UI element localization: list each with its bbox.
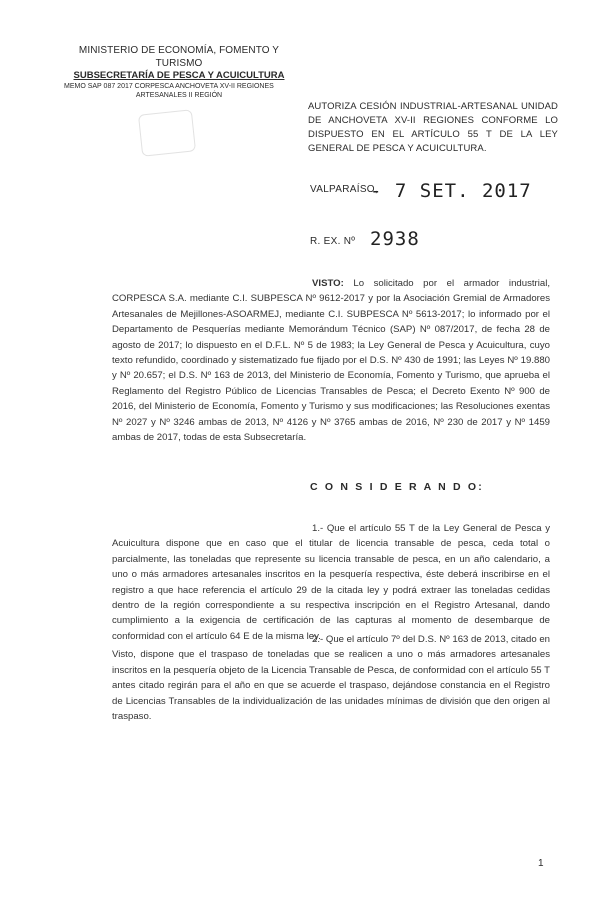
memo-reference: MEMO SAP 087 2017 CORPESCA ANCHOVETA XV-II REGIONES xyxy=(64,83,274,90)
letterhead xyxy=(64,44,294,100)
visto-text: Lo solicitado por el armador industrial, CORPESCA S.A. mediante C.I. SUBPESCA Nº 9612-2017 y por la Asociación Gremial de Armadores Artesanales de Mejillones-ASOARMEJ, mediante C.I. SUBPESCA Nº 5613-2017; lo informado por el Departamento de Pesquerías mediante Memorándum Técnico (SAP) Nº 087/2017, de fecha 28 de agosto de 2017; lo dispuesto en el D.F.L. Nº 5 de 1983; la Ley General de Pesca y Acuicultura, cuyo texto refundido, coordinado y sistematizado fue fijado por el D.S. Nº 430 de 1991; las Leyes Nº 19.880 y Nº 20.657; el D.S. Nº 163 de 2013, del Ministerio de Economía, Fomento y Turismo, que aprueba el Reglamento del Registro Público de Licencias Transables de Pesca; el Decreto Exento Nº 900 de 2016, del Ministerio de Economía, Fomento y Turismo y sus modificaciones; las Resoluciones exentas Nº 2027 y Nº 3246 ambas de 2013, Nº 4126 y Nº 3765 ambas de 2016, Nº 230 de 2017 y Nº 1459 ambas de 2017, todas de esta Subsecretaría. xyxy=(112,278,550,444)
visto-paragraph xyxy=(112,276,550,445)
subsecretaria-name: SUBSECRETARÍA DE PESCA Y ACUICULTURA xyxy=(73,70,285,81)
considerando-paragraph-1: 1.- Que el artículo 55 T de la Ley General de Pesca y Acuicultura dispone que en caso que el titular de licencia transable de pesca, ceda total o parcialmente, las toneladas que represente su licencia transable de pesca, en un año calendario, a uno o más armadores artesanales inscritos en la pesquería respectiva, éste deberá inscribirse en el registro a que hace referencia el artículo 29 de la citada ley y podrá extraer las toneladas cedidas dentro de la región correspondiente a su respectiva inscripción en el Registro Artesanal, dando cumplimiento a la exigencia de certificación de las capturas al momento de desembarque de conformidad con el artículo 64 E de la misma ley. xyxy=(112,523,550,642)
page-number: 1 xyxy=(538,858,544,869)
stamp-line-2 xyxy=(139,110,191,115)
considerando-paragraph-2: 2.- Que el artículo 7º del D.S. Nº 163 de 2013, citado en Visto, dispone que el traspaso de toneladas que se realicen a uno o más armadores artesanales inscritos en la pesquería objeto de la Licencia Transable de Pesca, de conformidad con el artículo 55 T antes citado regirán para el año en que se acuerde el traspaso, dejándose constancia en el Registro de Licencias Transables de la individualización de las unidades mínimas de división que den origen al traspaso. xyxy=(112,634,550,723)
resolution-subject: AUTORIZA CESIÓN INDUSTRIAL-ARTESANAL UNIDAD DE ANCHOVETA XV-II REGIONES CONFORME LO DISPUESTO EN EL ARTÍCULO 55 T DE LA LEY GENERAL DE PESCA Y ACUICULTURA. xyxy=(308,101,558,154)
ministry-name: MINISTERIO DE ECONOMÍA, FOMENTO Y TURISMO xyxy=(78,45,280,69)
place-label: VALPARAÍSO, xyxy=(310,184,378,195)
visto-label: VISTO: xyxy=(312,278,344,289)
rex-label: R. EX. Nº xyxy=(310,236,356,247)
stamp-line-1 xyxy=(139,110,191,115)
received-stamp xyxy=(138,109,196,156)
resolution-date: - 7 SET. 2017 xyxy=(370,180,532,202)
considerando-heading: C O N S I D E R A N D O: xyxy=(310,481,484,493)
memo-reference-2: ARTESANALES II REGIÓN xyxy=(135,92,223,99)
rex-number: 2938 xyxy=(370,228,420,250)
